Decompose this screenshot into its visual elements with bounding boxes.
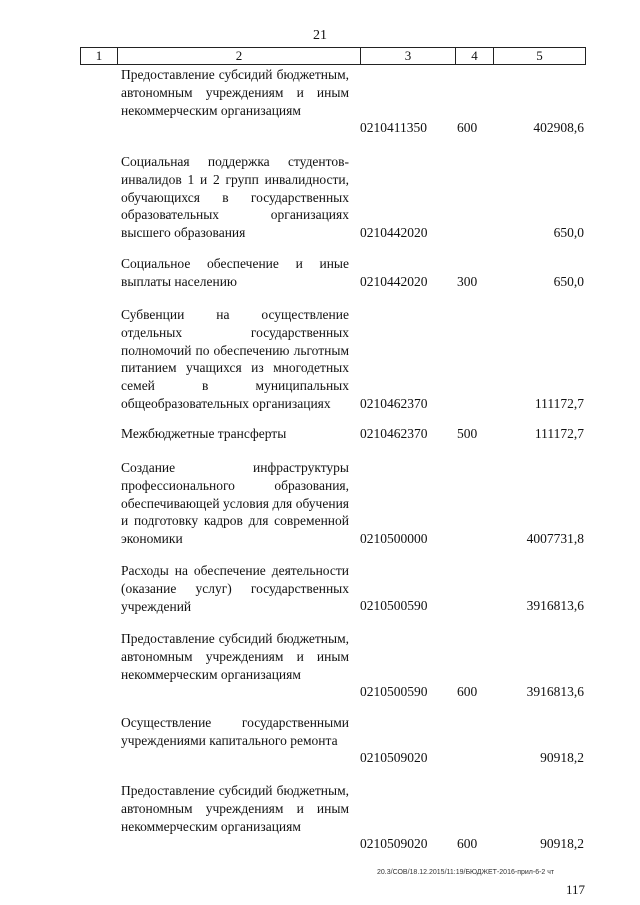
row-code: 0210500000 xyxy=(360,531,428,546)
row-name: Социальное обеспечение и иные выплаты населению xyxy=(121,256,349,289)
row-name: Предоставление субсидий бюджетным, автономным учреждениям и иным некоммерческим организациям xyxy=(121,783,349,834)
row-code: 0210500590 xyxy=(360,684,428,699)
row-name: Предоставление субсидий бюджетным, автономным учреждениям и иным некоммерческим организациям xyxy=(121,67,349,118)
row-sum: 90918,2 xyxy=(540,836,584,851)
row-name: Осуществление государственными учреждениями капитального ремонта xyxy=(121,715,349,748)
row-code: 0210442020 xyxy=(360,225,428,240)
header-col-1: 1 xyxy=(95,48,103,63)
row-code: 0210509020 xyxy=(360,836,428,851)
row-sum: 111172,7 xyxy=(534,396,584,411)
row-type: 600 xyxy=(457,684,478,699)
row-name: Межбюджетные трансферты xyxy=(121,426,287,441)
row-name: Социальная поддержка студентов-инвалидов 1 и 2 групп инвалидности, обучающихся в государственных образовательных организациях высшего образования xyxy=(121,154,349,241)
header-col-2: 2 xyxy=(235,48,243,63)
row-sum: 111172,7 xyxy=(534,426,584,441)
row-sum: 402908,6 xyxy=(533,120,584,135)
row-code: 0210462370 xyxy=(360,426,428,441)
header-col-3: 3 xyxy=(404,48,412,63)
row-code: 0210509020 xyxy=(360,750,428,765)
table-header xyxy=(80,47,586,65)
row-sum: 650,0 xyxy=(553,225,584,240)
row-type: 300 xyxy=(457,274,478,289)
row-type: 500 xyxy=(457,426,478,441)
row-code: 0210442020 xyxy=(360,274,428,289)
page-number-top: 21 xyxy=(313,28,327,43)
row-name: Субвенции на осуществление отдельных государственных полномочий по обеспечению льготным питанием учащихся из многодетных семей в муниципальных общеобразовательных организациях xyxy=(121,307,349,411)
row-name: Расходы на обеспечение деятельности (оказание услуг) государственных учреждений xyxy=(121,563,349,614)
header-col-5: 5 xyxy=(536,48,543,63)
row-name: Создание инфраструктуры профессионального образования, обеспечивающей условия для обучения и подготовку кадров для современной экономики xyxy=(121,460,349,547)
row-code: 0210500590 xyxy=(360,598,428,613)
row-type: 600 xyxy=(457,836,478,851)
row-sum: 650,0 xyxy=(553,274,584,289)
page-number-bottom: 117 xyxy=(566,882,586,897)
footer-note: 20.3/СОВ/18.12.2015/11:19/БЮДЖЕТ-2016-прил-6-2 чт xyxy=(377,869,555,876)
row-sum: 90918,2 xyxy=(540,750,584,765)
row-sum: 3916813,6 xyxy=(526,684,584,699)
row-code: 0210462370 xyxy=(360,396,428,411)
row-sum: 4007731,8 xyxy=(526,531,584,546)
row-code: 0210411350 xyxy=(360,120,427,135)
row-name: Предоставление субсидий бюджетным, автономным учреждениям и иным некоммерческим организациям xyxy=(121,631,349,682)
row-type: 600 xyxy=(457,120,478,135)
header-col-4: 4 xyxy=(471,48,478,63)
row-sum: 3916813,6 xyxy=(526,598,584,613)
